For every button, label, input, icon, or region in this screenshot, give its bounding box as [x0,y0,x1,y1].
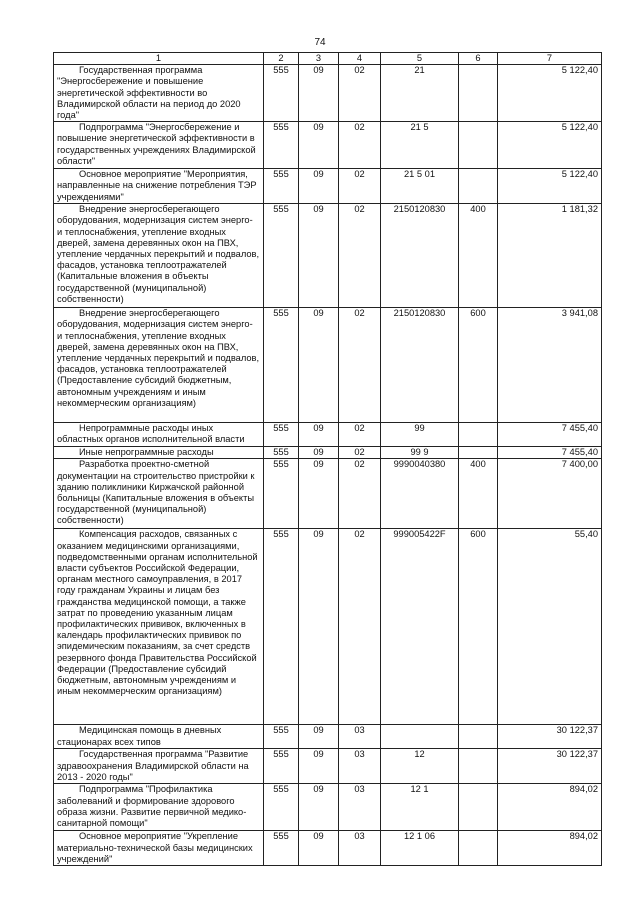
cell-section: 09 [299,169,339,204]
cell-subsection: 02 [339,169,381,204]
budget-table [53,52,602,866]
cell-amount: 5 122,40 [498,65,602,122]
cell-expense-type [459,65,498,122]
cell-section: 09 [299,529,339,725]
item-name: Основное мероприятие "Укрепление материально-технической базы медицинских учреждений" [54,831,264,866]
cell-subsection: 02 [339,459,381,529]
cell-target-article: 99 9 [381,447,459,459]
cell-amount: 30 122,37 [498,725,602,749]
cell-code: 555 [264,204,299,308]
cell-section: 09 [299,831,339,866]
table-row [54,423,602,447]
table-row [54,447,602,459]
table-row [54,308,602,423]
cell-amount: 7 455,40 [498,447,602,459]
table-row [54,725,602,749]
cell-amount: 1 181,32 [498,204,602,308]
item-name: Государственная программа "Развитие здравоохранения Владимирской области на 2013 - 2020 годы" [54,749,264,784]
column-header: 5 [381,53,459,65]
item-name: Иные непрограммные расходы [54,447,264,459]
cell-expense-type: 400 [459,459,498,529]
table-row [54,459,602,529]
cell-subsection: 03 [339,831,381,866]
cell-code: 555 [264,122,299,169]
cell-subsection: 02 [339,447,381,459]
cell-target-article: 12 [381,749,459,784]
cell-expense-type [459,749,498,784]
item-name: Внедрение энергосберегающего оборудования, модернизация систем энерго- и теплоснабжения, утепление входных дверей, замена деревянных окон на ПВХ, утепление чердачных перекрытий и подвалов, фасадов, установка теплоотражателей (Предоставление субсидий бюджетным, автономным учреждениям и иным некоммерческим организациям) [54,308,264,423]
cell-expense-type [459,725,498,749]
table-row [54,749,602,784]
cell-section: 09 [299,784,339,831]
table-row [54,169,602,204]
cell-target-article: 2150120830 [381,204,459,308]
column-header: 1 [54,53,264,65]
item-name: Государственная программа "Энергосбережение и повышение энергетической эффективности во Владимирской области на период до 2020 года" [54,65,264,122]
cell-section: 09 [299,204,339,308]
cell-amount: 30 122,37 [498,749,602,784]
cell-target-article: 21 5 [381,122,459,169]
cell-amount: 894,02 [498,831,602,866]
cell-target-article: 21 5 01 [381,169,459,204]
cell-subsection: 03 [339,725,381,749]
cell-target-article: 12 1 [381,784,459,831]
cell-subsection: 02 [339,423,381,447]
cell-subsection: 02 [339,122,381,169]
cell-subsection: 02 [339,204,381,308]
cell-expense-type [459,784,498,831]
column-header: 4 [339,53,381,65]
cell-code: 555 [264,529,299,725]
cell-target-article: 999005422F [381,529,459,725]
cell-expense-type [459,122,498,169]
cell-code: 555 [264,784,299,831]
cell-subsection: 03 [339,784,381,831]
cell-section: 09 [299,725,339,749]
cell-subsection: 03 [339,749,381,784]
cell-target-article: 9990040380 [381,459,459,529]
cell-expense-type [459,447,498,459]
cell-target-article: 2150120830 [381,308,459,423]
cell-amount: 5 122,40 [498,122,602,169]
item-name: Медицинская помощь в дневных стационарах всех типов [54,725,264,749]
cell-expense-type: 600 [459,308,498,423]
cell-code: 555 [264,749,299,784]
cell-expense-type: 600 [459,529,498,725]
cell-amount: 894,02 [498,784,602,831]
table-row [54,529,602,725]
cell-section: 09 [299,459,339,529]
table-row [54,784,602,831]
cell-code: 555 [264,308,299,423]
cell-section: 09 [299,447,339,459]
cell-code: 555 [264,831,299,866]
cell-code: 555 [264,169,299,204]
cell-target-article [381,725,459,749]
cell-code: 555 [264,423,299,447]
cell-subsection: 02 [339,308,381,423]
item-name: Внедрение энергосберегающего оборудования, модернизация систем энерго- и теплоснабжения, утепление входных дверей, замена деревянных окон на ПВХ, утепление чердачных перекрытий и подвалов, фасадов, установка теплоотражателей (Капитальные вложения в объекты государственной (муниципальной) собственности) [54,204,264,308]
header-row [54,53,602,65]
cell-amount: 55,40 [498,529,602,725]
cell-expense-type [459,169,498,204]
cell-target-article: 21 [381,65,459,122]
item-name: Подпрограмма "Профилактика заболеваний и формирование здорового образа жизни. Развитие первичной медико-санитарной помощи" [54,784,264,831]
cell-code: 555 [264,459,299,529]
table-row [54,65,602,122]
cell-subsection: 02 [339,65,381,122]
table-row [54,204,602,308]
column-header: 7 [498,53,602,65]
cell-section: 09 [299,308,339,423]
cell-amount: 7 455,40 [498,423,602,447]
cell-expense-type: 400 [459,204,498,308]
column-header: 2 [264,53,299,65]
item-name: Разработка проектно-сметной документации на строительство пристройки к зданию поликлиники Киржачской районной больницы (Капитальные вложения в объекты государственной (муниципальной) собственности) [54,459,264,529]
cell-target-article: 99 [381,423,459,447]
cell-amount: 3 941,08 [498,308,602,423]
cell-code: 555 [264,447,299,459]
column-header: 3 [299,53,339,65]
cell-amount: 5 122,40 [498,169,602,204]
item-name: Подпрограмма "Энергосбережение и повышение энергетической эффективности в государственных учреждениях Владимирской области" [54,122,264,169]
page-number: 74 [314,37,326,48]
table-row [54,122,602,169]
item-name: Компенсация расходов, связанных с оказанием медицинскими организациями, подведомственными органам исполнительной власти субъектов Российской Федерации, органам местного самоуправления, в 2017 году гражданам Украины и лицам без гражданства медицинской помощи, а также затрат по проведению указанным лицам профилактических прививок, включенных в календарь профилактических прививок по эпидемическим показаниям, за счет средств резервного фонда Правительства Российской Федерации (Предоставление субсидий бюджетным, автономным учреждениям и иным некоммерческим организациям) [54,529,264,725]
cell-expense-type [459,831,498,866]
cell-section: 09 [299,122,339,169]
cell-expense-type [459,423,498,447]
item-name: Основное мероприятие "Мероприятия, направленные на снижение потребления ТЭР учреждениями" [54,169,264,204]
cell-code: 555 [264,725,299,749]
cell-code: 555 [264,65,299,122]
cell-section: 09 [299,423,339,447]
item-name: Непрограммные расходы иных областных органов исполнительной власти [54,423,264,447]
column-header: 6 [459,53,498,65]
cell-amount: 7 400,00 [498,459,602,529]
table-row [54,831,602,866]
cell-target-article: 12 1 06 [381,831,459,866]
cell-section: 09 [299,749,339,784]
cell-section: 09 [299,65,339,122]
cell-subsection: 02 [339,529,381,725]
